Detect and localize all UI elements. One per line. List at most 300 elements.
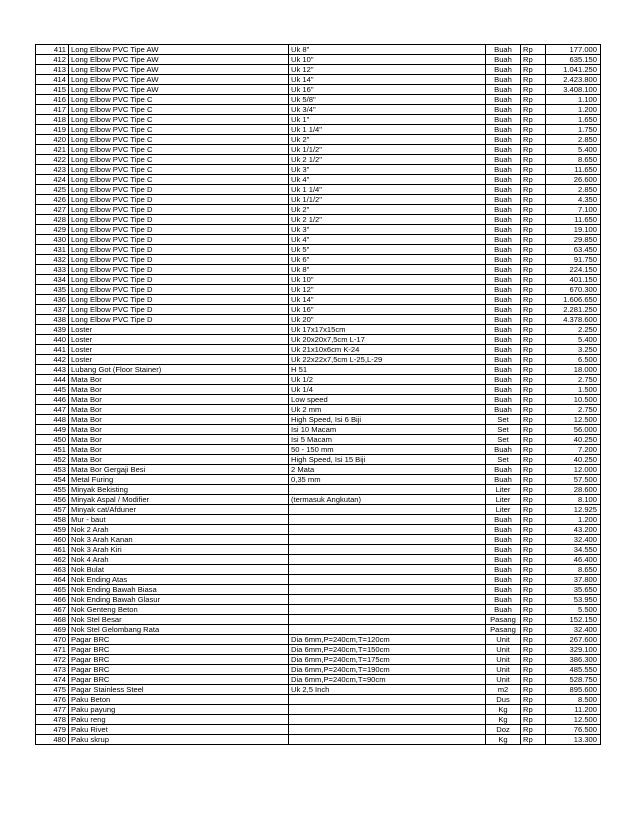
item-currency: Rp [521,175,546,185]
table-row [36,355,601,365]
table-row [36,575,601,585]
item-number: 425 [36,185,69,195]
item-price: 1.200 [546,515,601,525]
item-name: Long Elbow PVC Tipe D [69,195,289,205]
item-name: Loster [69,345,289,355]
item-number: 475 [36,685,69,695]
item-currency: Rp [521,675,546,685]
item-name: Minyak Aspal / Modifier [69,495,289,505]
item-unit: Buah [486,535,521,545]
table-row [36,735,601,745]
item-currency: Rp [521,325,546,335]
item-price: 35.650 [546,585,601,595]
item-name: Nok 3 Arah Kiri [69,545,289,555]
table-row [36,215,601,225]
table-row [36,565,601,575]
item-name: Mata Bor [69,445,289,455]
item-unit: Buah [486,215,521,225]
item-unit: Set [486,455,521,465]
item-currency: Rp [521,275,546,285]
item-number: 476 [36,695,69,705]
item-specification: Uk 2 1/2" [289,155,486,165]
item-name: Long Elbow PVC Tipe D [69,225,289,235]
item-name: Long Elbow PVC Tipe D [69,185,289,195]
item-unit: Buah [486,385,521,395]
item-specification: High Speed, Isi 15 Biji [289,455,486,465]
table-row [36,605,601,615]
item-price: 91.750 [546,255,601,265]
item-number: 412 [36,55,69,65]
item-unit: Unit [486,645,521,655]
item-number: 422 [36,155,69,165]
item-price: 329.100 [546,645,601,655]
item-name: Mata Bor [69,415,289,425]
item-unit: Dus [486,695,521,705]
item-specification: Uk 14" [289,295,486,305]
item-name: Minyak cat/Afduner [69,505,289,515]
item-name: Long Elbow PVC Tipe D [69,235,289,245]
item-price: 670.300 [546,285,601,295]
item-number: 424 [36,175,69,185]
item-number: 416 [36,95,69,105]
table-row [36,115,601,125]
item-currency: Rp [521,105,546,115]
item-unit: Buah [486,525,521,535]
item-price: 4.350 [546,195,601,205]
item-currency: Rp [521,505,546,515]
item-currency: Rp [521,65,546,75]
item-unit: Buah [486,245,521,255]
item-unit: Buah [486,275,521,285]
item-name: Minyak Bekisting [69,485,289,495]
item-currency: Rp [521,445,546,455]
item-specification: Dia 6mm,P=240cm,T=190cm [289,665,486,675]
item-unit: Unit [486,655,521,665]
item-name: Nok 3 Arah Kanan [69,535,289,545]
item-name: Nok Stel Gelombang Rata [69,625,289,635]
item-unit: Buah [486,145,521,155]
item-unit: Set [486,415,521,425]
table-row [36,535,601,545]
item-specification [289,695,486,705]
item-name: Long Elbow PVC Tipe D [69,315,289,325]
item-specification: Uk 8" [289,265,486,275]
item-specification: Dia 6mm,P=240cm,T=175cm [289,655,486,665]
item-specification: High Speed, Isi 6 Biji [289,415,486,425]
item-number: 438 [36,315,69,325]
item-specification [289,485,486,495]
item-name: Long Elbow PVC Tipe AW [69,65,289,75]
item-number: 418 [36,115,69,125]
item-name: Pagar BRC [69,655,289,665]
item-unit: Buah [486,55,521,65]
item-price: 29.850 [546,235,601,245]
item-name: Paku payung [69,705,289,715]
item-number: 460 [36,535,69,545]
item-currency: Rp [521,125,546,135]
item-currency: Rp [521,715,546,725]
table-row [36,435,601,445]
table-row [36,685,601,695]
item-currency: Rp [521,215,546,225]
item-unit: Set [486,425,521,435]
item-price: 2.850 [546,185,601,195]
table-row [36,495,601,505]
item-currency: Rp [521,615,546,625]
item-name: Long Elbow PVC Tipe AW [69,45,289,55]
item-specification: Uk 2" [289,135,486,145]
item-currency: Rp [521,595,546,605]
item-currency: Rp [521,435,546,445]
item-number: 423 [36,165,69,175]
item-number: 431 [36,245,69,255]
item-specification: Uk 5/8" [289,95,486,105]
item-number: 467 [36,605,69,615]
item-specification [289,595,486,605]
item-price: 3.250 [546,345,601,355]
item-price: 57.500 [546,475,601,485]
item-currency: Rp [521,165,546,175]
item-name: Pagar BRC [69,675,289,685]
table-row [36,705,601,715]
table-row [36,655,601,665]
item-price: 40.250 [546,435,601,445]
item-currency: Rp [521,335,546,345]
table-row [36,385,601,395]
table-row [36,45,601,55]
item-unit: Buah [486,515,521,525]
item-currency: Rp [521,85,546,95]
item-price: 8.500 [546,695,601,705]
item-currency: Rp [521,135,546,145]
item-name: Nok Ending Bawah Glasur [69,595,289,605]
item-number: 469 [36,625,69,635]
item-specification [289,725,486,735]
item-name: Long Elbow PVC Tipe C [69,135,289,145]
item-name: Long Elbow PVC Tipe D [69,275,289,285]
item-unit: Buah [486,605,521,615]
item-specification [289,715,486,725]
item-currency: Rp [521,685,546,695]
item-specification: Isi 5 Macam [289,435,486,445]
item-unit: Buah [486,305,521,315]
item-price: 40.250 [546,455,601,465]
item-currency: Rp [521,245,546,255]
item-number: 471 [36,645,69,655]
item-unit: Pasang [486,615,521,625]
item-price: 401.150 [546,275,601,285]
table-row [36,635,601,645]
item-price: 4.378.600 [546,315,601,325]
item-price: 5.500 [546,605,601,615]
item-price: 2.281.250 [546,305,601,315]
item-specification: Uk 10" [289,55,486,65]
item-name: Long Elbow PVC Tipe C [69,155,289,165]
item-unit: Buah [486,555,521,565]
table-row [36,155,601,165]
table-row [36,225,601,235]
table-row [36,395,601,405]
table-row [36,665,601,675]
item-number: 411 [36,45,69,55]
item-name: Nok Stel Besar [69,615,289,625]
item-number: 466 [36,595,69,605]
item-unit: Buah [486,345,521,355]
table-row [36,485,601,495]
item-name: Nok Bulat [69,565,289,575]
item-price: 2.250 [546,325,601,335]
item-unit: Liter [486,485,521,495]
item-specification [289,565,486,575]
item-name: Paku reng [69,715,289,725]
table-row [36,695,601,705]
item-unit: Buah [486,175,521,185]
item-currency: Rp [521,75,546,85]
item-name: Long Elbow PVC Tipe C [69,95,289,105]
item-number: 477 [36,705,69,715]
item-price: 528.750 [546,675,601,685]
table-row [36,165,601,175]
item-name: Long Elbow PVC Tipe C [69,125,289,135]
item-name: Pagar Stainless Steel [69,685,289,695]
item-price: 2.850 [546,135,601,145]
item-price: 3.408.100 [546,85,601,95]
item-number: 457 [36,505,69,515]
table-row [36,85,601,95]
item-number: 453 [36,465,69,475]
item-currency: Rp [521,455,546,465]
item-price: 177.000 [546,45,601,55]
item-number: 456 [36,495,69,505]
table-row [36,235,601,245]
item-unit: Buah [486,545,521,555]
item-price: 13.300 [546,735,601,745]
item-name: Nok Ending Atas [69,575,289,585]
item-price: 635.150 [546,55,601,65]
table-row [36,205,601,215]
table-row [36,645,601,655]
table-row [36,125,601,135]
item-currency: Rp [521,535,546,545]
item-number: 462 [36,555,69,565]
table-row [36,455,601,465]
item-specification: Isi 10 Macam [289,425,486,435]
item-specification: Uk 4" [289,175,486,185]
item-currency: Rp [521,465,546,475]
item-price: 1.041.250 [546,65,601,75]
item-specification: Uk 2 mm [289,405,486,415]
price-list-body [36,45,601,745]
item-name: Loster [69,355,289,365]
item-number: 478 [36,715,69,725]
item-currency: Rp [521,575,546,585]
item-name: Paku Beton [69,695,289,705]
item-specification [289,575,486,585]
item-name: Long Elbow PVC Tipe C [69,165,289,175]
item-price: 56.000 [546,425,601,435]
item-unit: Kg [486,715,521,725]
item-price: 152.150 [546,615,601,625]
item-unit: Liter [486,495,521,505]
item-number: 414 [36,75,69,85]
table-row [36,305,601,315]
table-row [36,515,601,525]
item-name: Loster [69,335,289,345]
item-specification: Uk 1 1/4" [289,125,486,135]
item-price: 1.750 [546,125,601,135]
item-number: 430 [36,235,69,245]
item-price: 12.500 [546,715,601,725]
item-unit: Buah [486,575,521,585]
item-currency: Rp [521,405,546,415]
item-number: 437 [36,305,69,315]
item-number: 432 [36,255,69,265]
item-name: Long Elbow PVC Tipe C [69,105,289,115]
item-specification: 0,35 mm [289,475,486,485]
item-currency: Rp [521,555,546,565]
item-price: 11.650 [546,215,601,225]
item-price: 12.000 [546,465,601,475]
table-row [36,315,601,325]
item-currency: Rp [521,415,546,425]
table-row [36,725,601,735]
table-row [36,675,601,685]
table-row [36,195,601,205]
item-unit: m2 [486,685,521,695]
item-currency: Rp [521,735,546,745]
table-row [36,715,601,725]
item-name: Nok 2 Arah [69,525,289,535]
item-price: 43.200 [546,525,601,535]
item-price: 6.500 [546,355,601,365]
item-number: 452 [36,455,69,465]
item-specification: Uk 16" [289,85,486,95]
item-price: 18.000 [546,365,601,375]
item-number: 433 [36,265,69,275]
item-name: Mata Bor Gergaji Besi [69,465,289,475]
item-number: 473 [36,665,69,675]
item-number: 436 [36,295,69,305]
table-row [36,105,601,115]
item-unit: Buah [486,325,521,335]
item-name: Mata Bor [69,435,289,445]
item-name: Long Elbow PVC Tipe AW [69,75,289,85]
item-price: 7.100 [546,205,601,215]
item-number: 445 [36,385,69,395]
item-number: 415 [36,85,69,95]
item-currency: Rp [521,645,546,655]
item-number: 421 [36,145,69,155]
item-specification: Uk 20x20x7,5cm L-17 [289,335,486,345]
item-unit: Buah [486,295,521,305]
item-unit: Buah [486,235,521,245]
item-unit: Buah [486,65,521,75]
table-row [36,585,601,595]
item-price: 12.925 [546,505,601,515]
item-number: 442 [36,355,69,365]
item-unit: Kg [486,735,521,745]
table-row [36,345,601,355]
item-currency: Rp [521,315,546,325]
item-specification [289,585,486,595]
table-row [36,245,601,255]
item-price: 63.450 [546,245,601,255]
item-price: 8.650 [546,155,601,165]
item-unit: Buah [486,135,521,145]
item-price: 5.400 [546,145,601,155]
item-number: 419 [36,125,69,135]
item-number: 420 [36,135,69,145]
item-price: 46.400 [546,555,601,565]
item-currency: Rp [521,705,546,715]
table-row [36,405,601,415]
item-name: Mata Bor [69,455,289,465]
table-row [36,505,601,515]
item-currency: Rp [521,495,546,505]
item-number: 468 [36,615,69,625]
item-price: 19.100 [546,225,601,235]
item-price: 28.600 [546,485,601,495]
item-currency: Rp [521,545,546,555]
item-name: Mata Bor [69,385,289,395]
item-unit: Set [486,435,521,445]
item-name: Paku skrup [69,735,289,745]
item-price: 1.650 [546,115,601,125]
item-unit: Unit [486,665,521,675]
item-specification: 2 Mata [289,465,486,475]
table-row [36,285,601,295]
item-price: 1.500 [546,385,601,395]
item-name: Long Elbow PVC Tipe D [69,285,289,295]
table-row [36,185,601,195]
item-currency: Rp [521,55,546,65]
table-row [36,275,601,285]
item-currency: Rp [521,635,546,645]
item-price: 12.500 [546,415,601,425]
table-row [36,415,601,425]
item-specification: Uk 1/1/2" [289,145,486,155]
item-price: 7.200 [546,445,601,455]
table-row [36,465,601,475]
item-specification [289,555,486,565]
table-row [36,55,601,65]
item-price: 2.750 [546,375,601,385]
item-number: 428 [36,215,69,225]
item-name: Paku Rivet [69,725,289,735]
item-currency: Rp [521,515,546,525]
item-name: Mata Bor [69,395,289,405]
item-name: Nok Ending Bawah Biasa [69,585,289,595]
item-currency: Rp [521,395,546,405]
item-unit: Buah [486,205,521,215]
item-number: 446 [36,395,69,405]
item-currency: Rp [521,345,546,355]
item-price: 224.150 [546,265,601,275]
item-specification: Uk 6" [289,255,486,265]
item-unit: Buah [486,315,521,325]
item-name: Long Elbow PVC Tipe AW [69,55,289,65]
item-unit: Buah [486,75,521,85]
table-row [36,95,601,105]
item-number: 470 [36,635,69,645]
item-name: Nok 4 Arah [69,555,289,565]
item-specification: Uk 1" [289,115,486,125]
item-specification: Uk 22x22x7,5cm L-25,L-29 [289,355,486,365]
item-unit: Buah [486,565,521,575]
item-name: Pagar BRC [69,645,289,655]
item-number: 449 [36,425,69,435]
table-row [36,135,601,145]
